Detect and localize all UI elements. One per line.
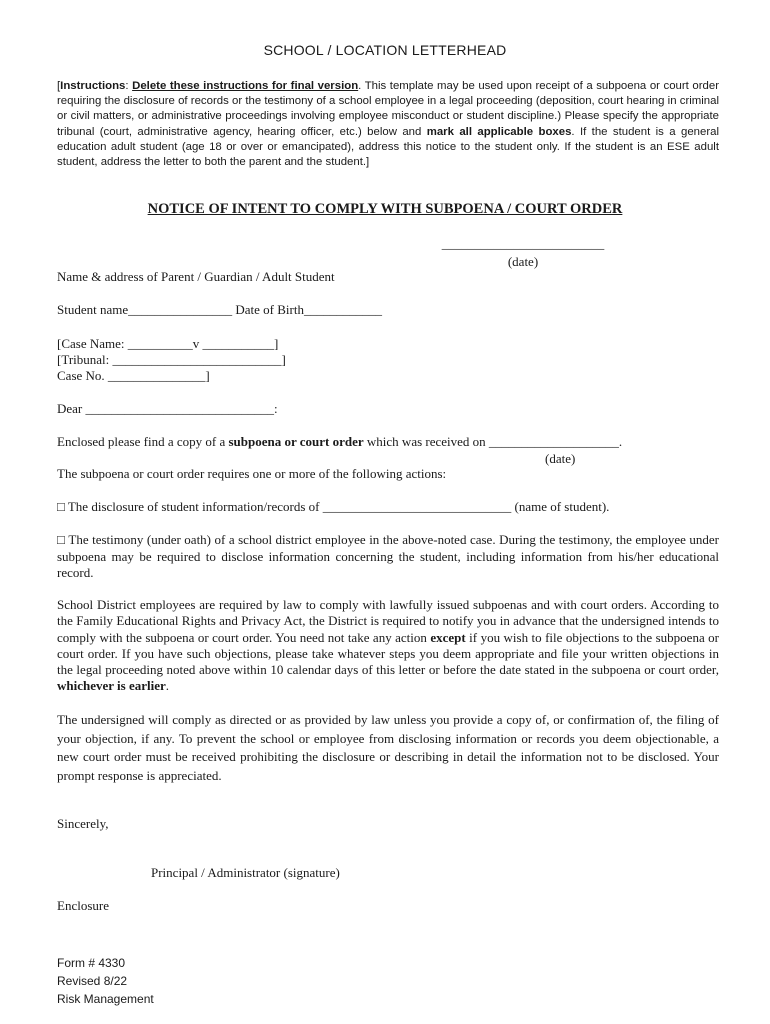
form-revised: Revised 8/22 xyxy=(57,974,128,988)
instructions-text-1: . This template may be used upon receipt of a subpoena or court order requiring the disclosure of records or the testimony of a school employee in a legal proceeding (deposition, court hearing in criminal or civil matters, or administrative proceedings involving employee misconduct or student discipline.) Please specify the appropriate tribunal (court, administrative agency, hearing officer, etc.) below and xyxy=(57,80,719,138)
date-label: (date) xyxy=(507,254,539,269)
ferpa-text-2: if you wish to file objections to the subpoena or court order. If you have such objections, please take whatever steps you deem appropriate and file your written objections in the legal proceeding noted above within 10 calendar days of this letter or before the date stated in the subpoena or court order, xyxy=(57,629,720,678)
enclosed-post: which was received on ____________________. xyxy=(363,434,623,449)
option-testimony: □ The testimony (under oath) of a school district employee in the above-noted case. During the testimony, the employee under subpoena may be required to disclose information concerning the student, including information from his/her educational record. xyxy=(57,532,719,580)
case-name-line: [Case Name: __________v ___________] xyxy=(57,336,279,351)
notice-title: NOTICE OF INTENT TO COMPLY WITH SUBPOENA / COURT ORDER xyxy=(147,201,623,217)
enclosed-date-label: (date) xyxy=(545,451,576,466)
tribunal-line: [Tribunal: __________________________] xyxy=(57,352,286,367)
salutation: Dear _____________________________: xyxy=(57,401,278,416)
instructions-open-bracket: [ xyxy=(57,80,61,92)
option-disclosure: □ The disclosure of student information/records of _____________________________ (name of student). xyxy=(57,499,610,514)
ferpa-text-1: School District employees are required by law to comply with lawfully issued subpoenas and with court orders. According to the Family Educational Rights and Privacy Act, the District is required to notify you in advance that the undersigned intends to comply with the subpoena or court order. You need not take any action xyxy=(57,597,719,645)
form-info xyxy=(57,954,154,1008)
name-address-line: Name & address of Parent / Guardian / Adult Student xyxy=(57,269,335,284)
closing: Sincerely, xyxy=(57,816,109,831)
enclosure-label: Enclosure xyxy=(57,898,109,913)
instructions-emphasis: Delete these instructions for final version xyxy=(132,80,359,92)
form-number: Form # 4330 xyxy=(57,956,126,970)
ferpa-bold-1: except xyxy=(430,629,466,645)
student-info-line: Student name________________ Date of Birth____________ xyxy=(57,302,382,317)
instructions-block xyxy=(57,79,719,170)
signature-line: Principal / Administrator (signature) xyxy=(151,865,340,880)
date-line: _________________________ xyxy=(441,236,605,251)
instructions-text-2: . If the student is a general education adult student (age 18 or over or emancipated), address this notice to the student only. If the student is an ESE adult student, address the letter to both the parent and the student.] xyxy=(57,125,719,169)
ferpa-bold-2: whichever is earlier xyxy=(57,678,166,694)
ferpa-text-3: . xyxy=(165,678,170,694)
requires-line: The subpoena or court order requires one or more of the following actions: xyxy=(57,466,447,481)
enclosed-pre: Enclosed please find a copy of a xyxy=(57,434,229,449)
case-number-line: Case No. _______________] xyxy=(57,368,210,383)
instructions-bold-2: mark all applicable boxes xyxy=(426,125,572,138)
letterhead: SCHOOL / LOCATION LETTERHEAD xyxy=(263,42,507,58)
instructions-colon: : xyxy=(125,80,133,92)
comply-paragraph: The undersigned will comply as directed or as provided by law unless you provide a copy of, or confirmation of, the filing of your objection, if any. To prevent the school or employee from disclosing information or records you deem objectionable, a new court order must be received prohibiting the disclosure or describing in detail the information not to be disclosed. Your prompt response is appreciated. xyxy=(57,712,719,783)
ferpa-paragraph xyxy=(57,597,719,695)
instructions-label: Instructions xyxy=(60,80,126,92)
form-department: Risk Management xyxy=(57,992,154,1006)
enclosed-bold: subpoena or court order xyxy=(228,434,364,449)
enclosed-line xyxy=(57,434,622,450)
